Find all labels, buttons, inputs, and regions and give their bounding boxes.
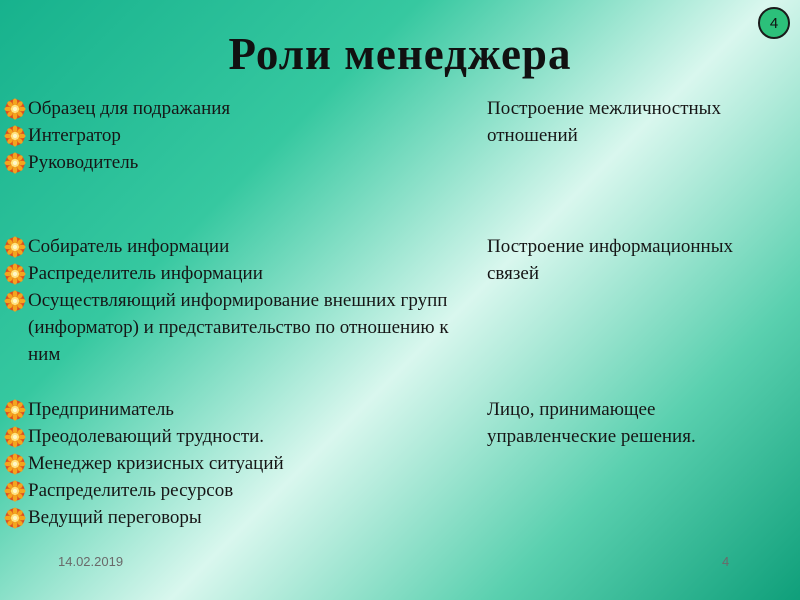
flower-bullet-icon (4, 260, 28, 287)
flower-bullet-icon (4, 122, 28, 149)
footer-page-number: 4 (722, 554, 730, 569)
role-group-informational (0, 233, 800, 373)
role-text: Ведущий переговоры (28, 507, 202, 528)
footer-date: 14.02.2019 (58, 554, 124, 569)
role-text: Интегратор (28, 125, 121, 146)
flower-bullet-icon (4, 287, 28, 314)
role-group-interpersonal (0, 95, 800, 185)
flower-bullet-icon (4, 504, 28, 531)
role-item (4, 423, 474, 450)
flower-bullet-icon (4, 396, 28, 423)
roles-list-informational (4, 233, 474, 368)
roles-list-decisional (4, 396, 474, 531)
flower-bullet-icon (4, 423, 28, 450)
role-text: Осуществляющий информирование внешних групп (информатор) и представительство по отношению к ним (28, 290, 449, 365)
role-text: Распределитель информации (28, 263, 263, 284)
category-informational: Построение информационных связей (487, 236, 733, 284)
role-text: Менеджер кризисных ситуаций (28, 453, 284, 474)
role-item (4, 287, 474, 368)
role-item (4, 149, 474, 176)
flower-bullet-icon (4, 477, 28, 504)
role-text: Руководитель (28, 152, 139, 173)
role-text: Собиратель информации (28, 236, 230, 257)
flower-bullet-icon (4, 149, 28, 176)
roles-list-interpersonal (4, 95, 474, 176)
category-decisional: Лицо, принимающее управленческие решения. (487, 399, 696, 447)
role-text: Образец для подражания (28, 98, 231, 119)
role-text: Преодолевающий трудности. (28, 426, 265, 447)
role-text: Предприниматель (28, 399, 174, 420)
role-item (4, 504, 474, 531)
role-item (4, 122, 474, 149)
flower-bullet-icon (4, 233, 28, 260)
flower-bullet-icon (4, 95, 28, 122)
slide-title: Роли менеджера (228, 29, 572, 79)
role-item (4, 450, 474, 477)
role-item (4, 396, 474, 423)
role-item (4, 233, 474, 260)
category-interpersonal: Построение межличностных отношений (487, 98, 721, 146)
flower-bullet-icon (4, 450, 28, 477)
role-item (4, 477, 474, 504)
role-group-decisional (0, 396, 800, 536)
role-text: Распределитель ресурсов (28, 480, 234, 501)
role-item (4, 95, 474, 122)
slide-number-badge-text: 4 (769, 14, 779, 32)
role-item (4, 260, 474, 287)
